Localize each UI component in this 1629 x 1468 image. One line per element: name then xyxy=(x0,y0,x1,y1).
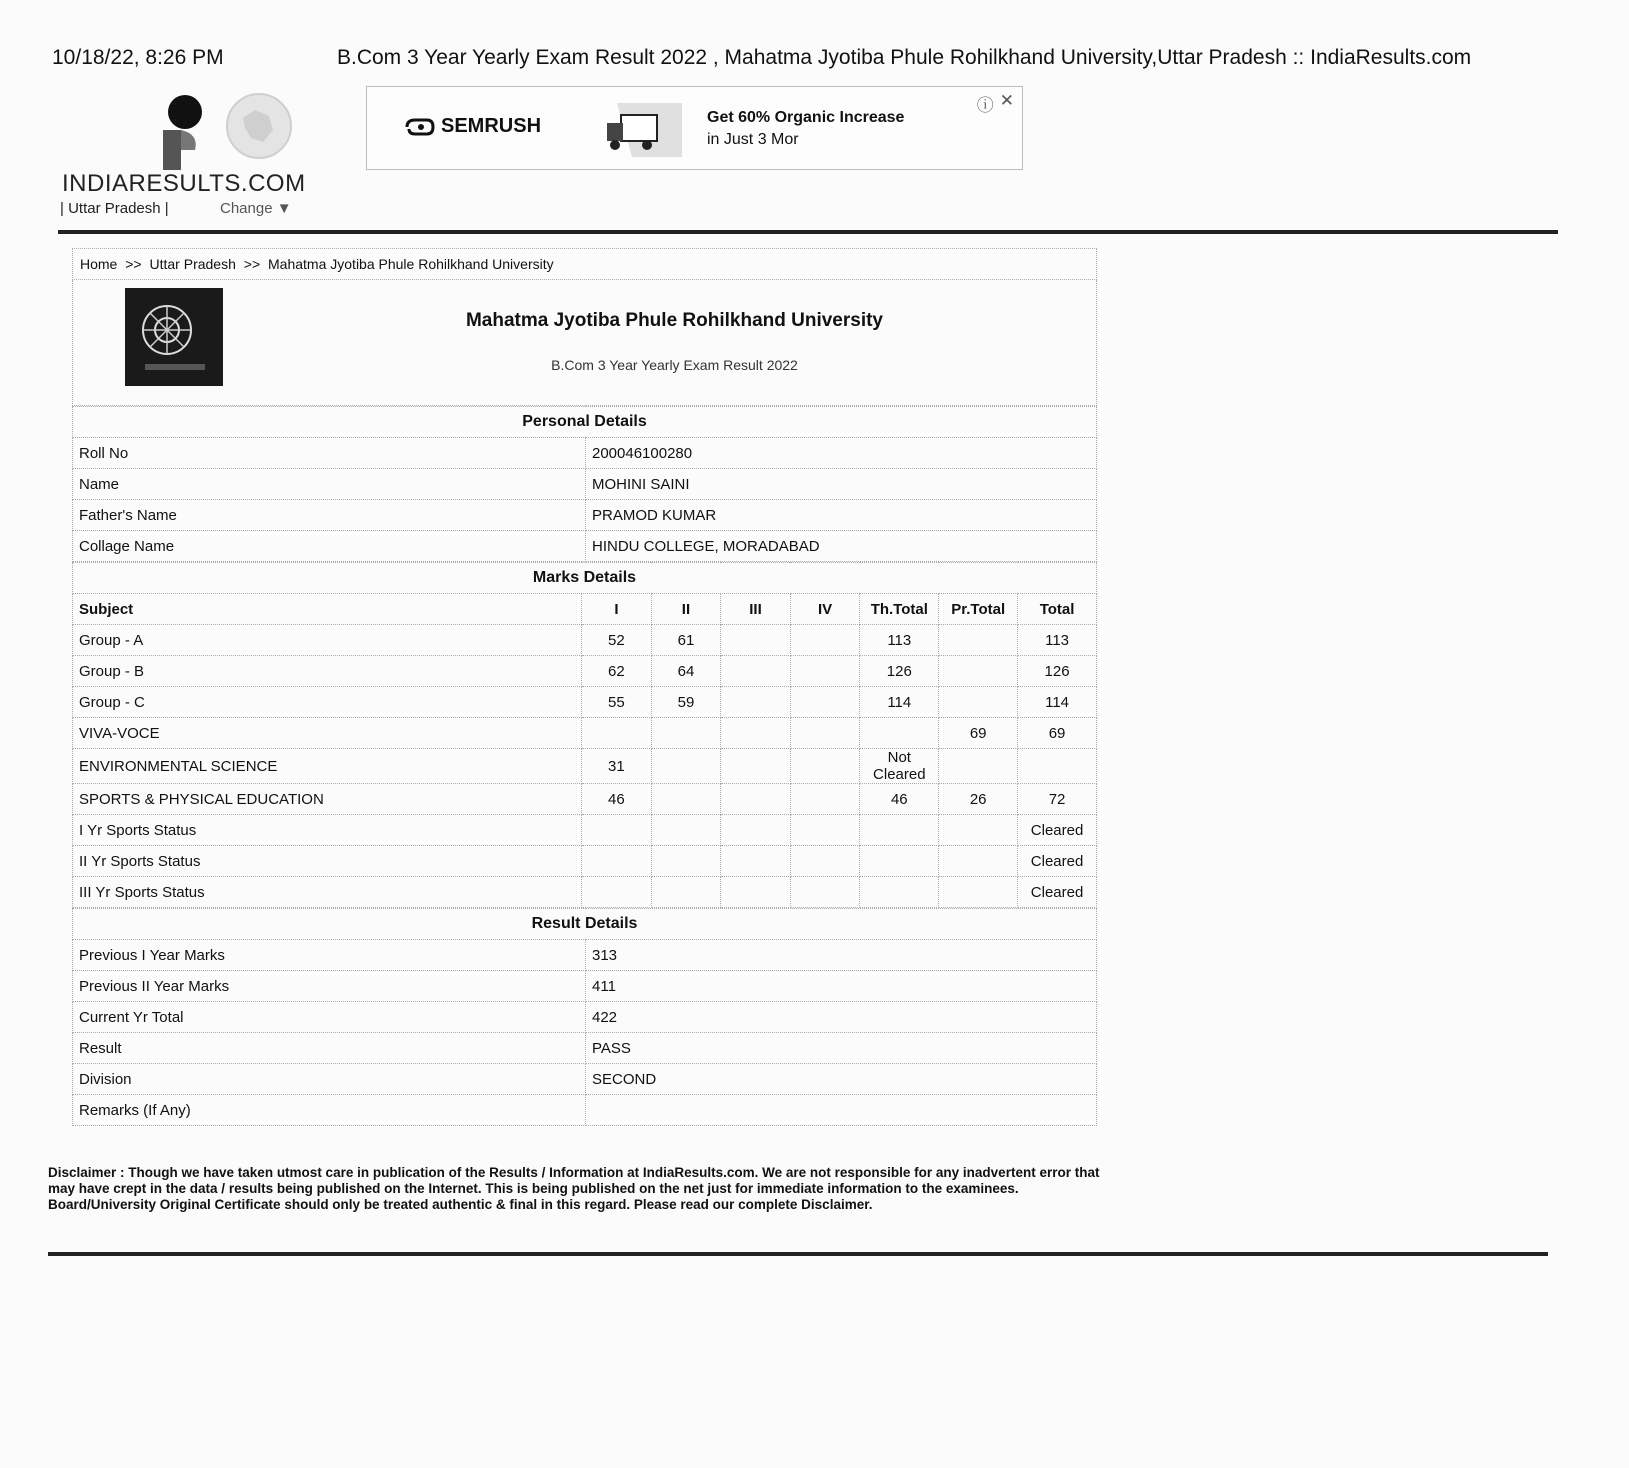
marks-cell xyxy=(939,656,1018,687)
marks-cell: 126 xyxy=(860,656,939,687)
marks-cell xyxy=(790,656,860,687)
column-header: Subject xyxy=(73,594,582,625)
table-row xyxy=(73,815,1097,846)
roll-no-label: Roll No xyxy=(73,438,586,469)
marks-cell: 114 xyxy=(860,687,939,718)
marks-cell: 52 xyxy=(582,625,652,656)
university-header xyxy=(72,280,1097,406)
ad-controls xyxy=(977,91,1014,116)
site-logo[interactable] xyxy=(60,88,310,218)
marks-cell xyxy=(860,846,939,877)
marks-cell: 46 xyxy=(582,784,652,815)
table-row xyxy=(73,877,1097,908)
marks-cell xyxy=(721,846,791,877)
marks-cell: 113 xyxy=(1018,625,1097,656)
semrush-logo-icon xyxy=(405,118,435,136)
result-details-table xyxy=(72,908,1097,1126)
marks-cell xyxy=(939,846,1018,877)
marks-cell xyxy=(582,815,652,846)
current-year-total-value: 422 xyxy=(586,1002,1097,1033)
column-header: Total xyxy=(1018,594,1097,625)
marks-cell xyxy=(651,815,721,846)
column-header: IV xyxy=(790,594,860,625)
marks-cell: 46 xyxy=(860,784,939,815)
marks-cell xyxy=(651,749,721,784)
marks-cell: Cleared xyxy=(1018,815,1097,846)
marks-cell: 113 xyxy=(860,625,939,656)
table-row xyxy=(73,656,1097,687)
breadcrumb-separator: >> xyxy=(125,256,142,272)
subject-cell: VIVA-VOCE xyxy=(73,718,582,749)
marks-cell xyxy=(939,687,1018,718)
ad-banner[interactable] xyxy=(366,86,1023,170)
table-row xyxy=(73,500,1097,531)
marks-cell xyxy=(790,687,860,718)
university-name: Mahatma Jyotiba Phule Rohilkhand University xyxy=(465,310,884,331)
table-row xyxy=(73,687,1097,718)
father-name-label: Father's Name xyxy=(73,500,586,531)
table-row xyxy=(73,749,1097,784)
college-name-label: Collage Name xyxy=(73,531,586,562)
marks-cell xyxy=(939,749,1018,784)
table-row xyxy=(73,1095,1097,1126)
current-year-total-label: Current Yr Total xyxy=(73,1002,586,1033)
ad-headline: Get 60% Organic Increase xyxy=(707,109,905,126)
table-row xyxy=(73,531,1097,562)
marks-cell xyxy=(721,749,791,784)
print-datetime: 10/18/22, 8:26 PM xyxy=(52,46,224,69)
table-row xyxy=(73,784,1097,815)
marks-cell: 69 xyxy=(1018,718,1097,749)
college-name-value: HINDU COLLEGE, MORADABAD xyxy=(586,531,1097,562)
personal-details-table xyxy=(72,406,1097,562)
bottom-divider xyxy=(48,1252,1548,1256)
marks-cell: 59 xyxy=(651,687,721,718)
breadcrumb-university[interactable]: Mahatma Jyotiba Phule Rohilkhand University xyxy=(268,256,554,272)
marks-cell xyxy=(721,815,791,846)
prev-first-year-label: Previous I Year Marks xyxy=(73,940,586,971)
subject-cell: SPORTS & PHYSICAL EDUCATION xyxy=(73,784,582,815)
marks-cell xyxy=(939,877,1018,908)
marks-cell xyxy=(721,718,791,749)
marks-cell: 26 xyxy=(939,784,1018,815)
subject-cell: Group - C xyxy=(73,687,582,718)
column-header: I xyxy=(582,594,652,625)
marks-cell: 62 xyxy=(582,656,652,687)
marks-cell xyxy=(1018,749,1097,784)
column-header: Pr.Total xyxy=(939,594,1018,625)
marks-cell: 69 xyxy=(939,718,1018,749)
marks-cell xyxy=(790,718,860,749)
marks-cell xyxy=(860,877,939,908)
name-value: MOHINI SAINI xyxy=(586,469,1097,500)
indiaresults-logo-icon xyxy=(155,90,295,172)
marks-cell: 72 xyxy=(1018,784,1097,815)
table-row xyxy=(73,1002,1097,1033)
ad-subline: in Just 3 Mor xyxy=(707,131,799,148)
marks-cell: 55 xyxy=(582,687,652,718)
disclaimer: Disclaimer : Though we have taken utmost care in publication of the Results / Information at IndiaResults.com. We are not responsible for any inadvertent error that may have crept in the data / results being published on the Internet. This is being published on the net just for immediate information to the examinees. Board/University Original Certificate should only be treated authentic & final in this regard. Please read our complete Disclaimer. xyxy=(48,1165,1100,1212)
marks-cell xyxy=(790,877,860,908)
subject-cell: Group - B xyxy=(73,656,582,687)
column-header: Th.Total xyxy=(860,594,939,625)
table-row xyxy=(73,1033,1097,1064)
breadcrumb-state[interactable]: Uttar Pradesh xyxy=(149,256,236,272)
marks-details-table xyxy=(72,562,1097,908)
marks-cell xyxy=(939,625,1018,656)
marks-cell xyxy=(790,815,860,846)
marks-cell xyxy=(860,718,939,749)
marks-cell: 126 xyxy=(1018,656,1097,687)
print-page-title: B.Com 3 Year Yearly Exam Result 2022 , Mahatma Jyotiba Phule Rohilkhand University,Uttar Pradesh :: IndiaResults.com xyxy=(337,46,1472,69)
marks-cell xyxy=(939,815,1018,846)
ad-brand-label: SEMRUSH xyxy=(441,115,542,137)
table-row xyxy=(73,625,1097,656)
marks-details-title: Marks Details xyxy=(73,563,1097,594)
top-divider xyxy=(58,230,1558,234)
marks-cell: Cleared xyxy=(1018,846,1097,877)
table-row xyxy=(73,940,1097,971)
table-row xyxy=(73,718,1097,749)
truck-icon xyxy=(597,99,687,159)
marks-cell xyxy=(651,846,721,877)
marks-cell xyxy=(651,718,721,749)
result-value: PASS xyxy=(586,1033,1097,1064)
marks-cell xyxy=(721,877,791,908)
marks-cell xyxy=(790,625,860,656)
marks-cell xyxy=(790,784,860,815)
marks-cell: 61 xyxy=(651,625,721,656)
marks-cell xyxy=(860,815,939,846)
marks-cell xyxy=(721,625,791,656)
result-details-title: Result Details xyxy=(73,909,1097,940)
site-logo-text: INDIARESULTS.COM xyxy=(62,170,306,197)
subject-cell: Group - A xyxy=(73,625,582,656)
subject-cell: II Yr Sports Status xyxy=(73,846,582,877)
marks-cell xyxy=(721,784,791,815)
subject-cell: ENVIRONMENTAL SCIENCE xyxy=(73,749,582,784)
father-name-value: PRAMOD KUMAR xyxy=(586,500,1097,531)
marks-cell xyxy=(582,877,652,908)
remarks-value xyxy=(586,1095,1097,1126)
marks-cell xyxy=(790,749,860,784)
change-state-link[interactable]: Change ▼ xyxy=(220,200,292,217)
personal-details-title: Personal Details xyxy=(73,407,1097,438)
marks-cell: 114 xyxy=(1018,687,1097,718)
exam-name: B.Com 3 Year Yearly Exam Result 2022 xyxy=(551,357,798,373)
marks-cell xyxy=(651,784,721,815)
marks-cell xyxy=(582,718,652,749)
marks-cell xyxy=(721,656,791,687)
name-label: Name xyxy=(73,469,586,500)
subject-cell: III Yr Sports Status xyxy=(73,877,582,908)
roll-no-value: 200046100280 xyxy=(586,438,1097,469)
result-label: Result xyxy=(73,1033,586,1064)
marks-cell xyxy=(582,846,652,877)
print-header xyxy=(52,46,1552,76)
table-row xyxy=(73,971,1097,1002)
table-row xyxy=(73,1064,1097,1095)
division-label: Division xyxy=(73,1064,586,1095)
close-icon[interactable]: ✕ xyxy=(999,91,1014,110)
marks-cell xyxy=(790,846,860,877)
marks-cell: Cleared xyxy=(1018,877,1097,908)
marks-cell xyxy=(721,687,791,718)
division-value: SECOND xyxy=(586,1064,1097,1095)
marks-rows xyxy=(73,625,1097,908)
marks-cell xyxy=(651,877,721,908)
marks-cell: 31 xyxy=(582,749,652,784)
table-row xyxy=(73,438,1097,469)
subject-cell: I Yr Sports Status xyxy=(73,815,582,846)
breadcrumb xyxy=(72,248,1097,280)
prev-first-year-value: 313 xyxy=(586,940,1097,971)
prev-second-year-value: 411 xyxy=(586,971,1097,1002)
column-header: III xyxy=(721,594,791,625)
current-state: | Uttar Pradesh | xyxy=(60,200,169,217)
breadcrumb-separator: >> xyxy=(243,256,261,272)
marks-cell: 64 xyxy=(651,656,721,687)
breadcrumb-home[interactable]: Home xyxy=(80,256,118,272)
marks-cell: Not Cleared xyxy=(860,749,939,784)
column-header: II xyxy=(651,594,721,625)
table-row xyxy=(73,846,1097,877)
ad-brand xyxy=(405,115,541,138)
table-row xyxy=(73,469,1097,500)
prev-second-year-label: Previous II Year Marks xyxy=(73,971,586,1002)
marks-header-row xyxy=(73,594,1097,625)
result-container xyxy=(72,248,1097,1126)
info-icon[interactable]: ⓘ xyxy=(976,96,994,115)
remarks-label: Remarks (If Any) xyxy=(73,1095,586,1126)
